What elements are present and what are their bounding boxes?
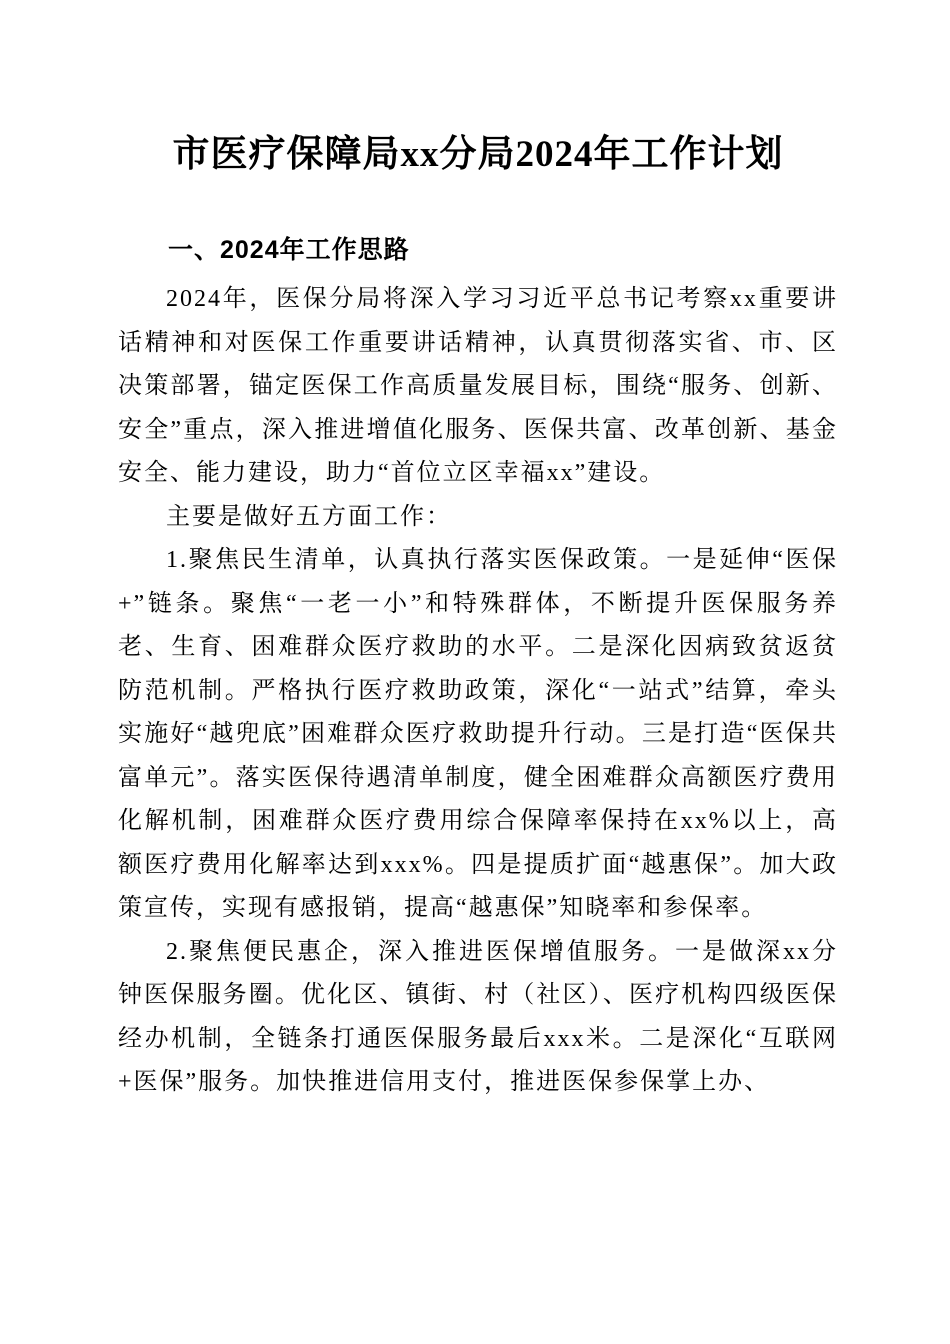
document-body [118,278,838,1105]
paragraph: 主要是做好五方面工作： [166,503,452,530]
section-heading: 一、2024年工作思路 [168,236,410,264]
paragraph: 1.聚焦民生清单，认真执行落实医保政策。一是延伸“医保+”链条。聚焦“一老一小”和特殊群体，不断提升医保服务养老、生育、困难群众医疗救助的水平。二是深化因病致贫返贫防范机制。严格执行医疗救助政策，深化“一站式”结算，牵头实施好“越兜底”困难群众医疗救助提升行动。三是打造“医保共富单元”。落实医保待遇清单制度，健全困难群众高额医疗费用化解机制，困难群众医疗费用综合保障率保持在xx%以上，高额医疗费用化解率达到xxx%。四是提质扩面“越惠保”。加大政策宣传，实现有感报销，提高“越惠保”知晓率和参保率。 [118,547,838,921]
document-title: 市医疗保障局xx分局2024年工作计划 [172,134,784,175]
paragraph: 2.聚焦便民惠企，深入推进医保增值服务。一是做深xx分钟医保服务圈。优化区、镇街、村（社区）、医疗机构四级医保经办机制，全链条打通医保服务最后xxx米。二是深化“互联网+医保”服务。加快推进信用支付，推进医保参保掌上办、 [118,938,838,1095]
paragraph: 2024年，医保分局将深入学习习近平总书记考察xx重要讲话精神和对医保工作重要讲话精神，认真贯彻落实省、市、区决策部署，锚定医保工作高质量发展目标，围绕“服务、创新、安全”重点，深入推进增值化服务、医保共富、改革创新、基金安全、能力建设，助力“首位立区幸福xx”建设。 [118,286,838,486]
